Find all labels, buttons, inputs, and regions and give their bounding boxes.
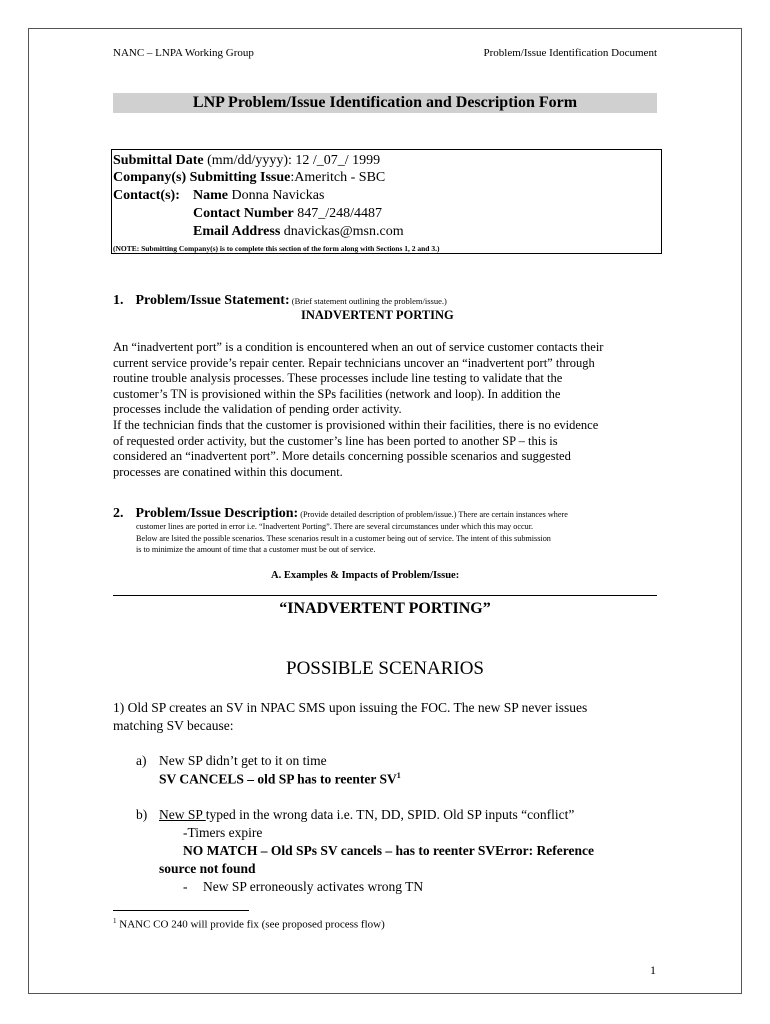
section1-hint: (Brief statement outlining the problem/issue.) (289, 296, 447, 306)
item-b-underlined: New SP (159, 807, 206, 822)
page-number: 1 (650, 963, 656, 977)
scenarios-title: POSSIBLE SCENARIOS (286, 658, 484, 679)
item-b-dash: - (183, 879, 188, 894)
submittal-note: (NOTE: Submitting Company(s) is to complete this section of the form along with Sections 1, 2 and 3.) (113, 244, 440, 253)
section2-heading: Problem/Issue Description: (135, 506, 299, 521)
section2-hint-first: (Provide detailed description of problem/issue.) There are certain instances where (298, 510, 568, 519)
divider-rule (113, 595, 657, 596)
paragraph-line: customer’s TN is provisioned within the SPs facilities (network and loop). In addition the (113, 386, 561, 401)
contact-number-line (193, 205, 382, 222)
header-right: Problem/Issue Identification Document (483, 47, 657, 59)
section1-subtitle: INADVERTENT PORTING (301, 308, 454, 322)
footnote (113, 917, 385, 931)
company-value: :Ameritch - SBC (290, 170, 386, 185)
paragraph-line: An “inadvertent port” is a condition is encountered when an out of service customer contacts their (113, 340, 604, 354)
company-line (113, 169, 385, 186)
hint-line: Below are lsited the possible scenarios. These scenarios result in a customer being out of service. The intent of this submission (136, 533, 551, 543)
item-a-text: New SP didn’t get to it on time (159, 753, 327, 768)
company-label: Company(s) Submitting Issue (113, 170, 291, 185)
footnote-rule (113, 910, 249, 911)
item-b-timers: -Timers expire (183, 825, 263, 840)
big-title: “INADVERTENT PORTING” (279, 600, 491, 617)
hint-line: is to minimize the amount of time that a customer must be out of service. (136, 545, 376, 555)
section1-number: 1. (113, 293, 124, 308)
paragraph-line: current service provide’s repair center. Repair technicians uncover an “inadvertent port” through (113, 355, 595, 370)
item-b-last: New SP erroneously activates wrong TN (203, 879, 424, 894)
footnote-text: NANC CO 240 will provide fix (see proposed process flow) (116, 918, 385, 931)
section2-heading-line (113, 504, 568, 522)
contact-name-line (193, 187, 324, 204)
form-title: LNP Problem/Issue Identification and Description Form (113, 93, 657, 113)
footnote-mark: 1 (113, 917, 117, 925)
email-line (193, 223, 404, 240)
submittal-date-value: 12 /_07_/ 1999 (295, 153, 381, 168)
submittal-date-line (113, 152, 380, 169)
section2-hint (136, 521, 551, 556)
email-value: dnavickas@msn.com (280, 224, 404, 239)
section1-heading-line (113, 291, 447, 309)
paragraph-line: routine trouble analysis processes. These processes include line testing to validate that the (113, 371, 563, 386)
paragraph-line: processes include the validation of pending order activity. (113, 402, 402, 417)
item-b-label: b) (136, 807, 148, 822)
section2-sub-a: A. Examples & Impacts of Problem/Issue: (271, 570, 460, 581)
contact-name-label: Name (193, 188, 228, 203)
contact-number-value: 847_/248/4487 (293, 206, 382, 221)
section1-heading: Problem/Issue Statement: (135, 293, 290, 308)
scenario-1 (113, 699, 587, 734)
section1-paragraph (113, 340, 603, 480)
item-b-bold2: source not found (159, 861, 256, 876)
scenario-1-line: 1) Old SP creates an SV in NPAC SMS upon issuing the FOC. The new SP never issues (113, 700, 588, 715)
paragraph-line: processes are conatined within this document. (113, 464, 343, 479)
submittal-date-label: Submittal Date (113, 153, 204, 168)
paragraph-line: considered an “inadvertent port”. More details concerning possible scenarios and suggested (113, 449, 571, 464)
footnote-ref: 1 (396, 771, 401, 780)
item-a-bold: SV CANCELS – old SP has to reenter $SV^1$ (159, 771, 401, 787)
section2-number: 2. (113, 506, 124, 521)
paragraph-line: of requested order activity, but the customer’s line has been ported to another SP – this is (113, 433, 558, 448)
contacts-label: Contact(s): (113, 188, 180, 203)
item-a-label: a) (136, 753, 147, 768)
item-b-bold1: NO MATCH – Old SPs SV cancels – has to reenter SVError: Reference (183, 843, 594, 858)
submittal-date-format: (mm/dd/yyyy): (203, 153, 296, 168)
scenario-1-line: matching SV because: (113, 717, 234, 733)
contact-name-value: Donna Navickas (228, 188, 325, 203)
hint-line: customer lines are ported in error i.e. “Inadvertent Porting”. There are several circumstances under which this may occur. (136, 522, 534, 531)
contact-number-label: Contact Number (193, 206, 294, 221)
email-label: Email Address (193, 224, 281, 239)
header-left: NANC – LNPA Working Group (113, 47, 254, 59)
item-b-text: New SP typed in the wrong data i.e. TN, DD, SPID. Old SP inputs “conflict” (159, 807, 575, 822)
paragraph-line: If the technician finds that the customer is provisioned within their facilities, there is no evidence (113, 417, 599, 432)
